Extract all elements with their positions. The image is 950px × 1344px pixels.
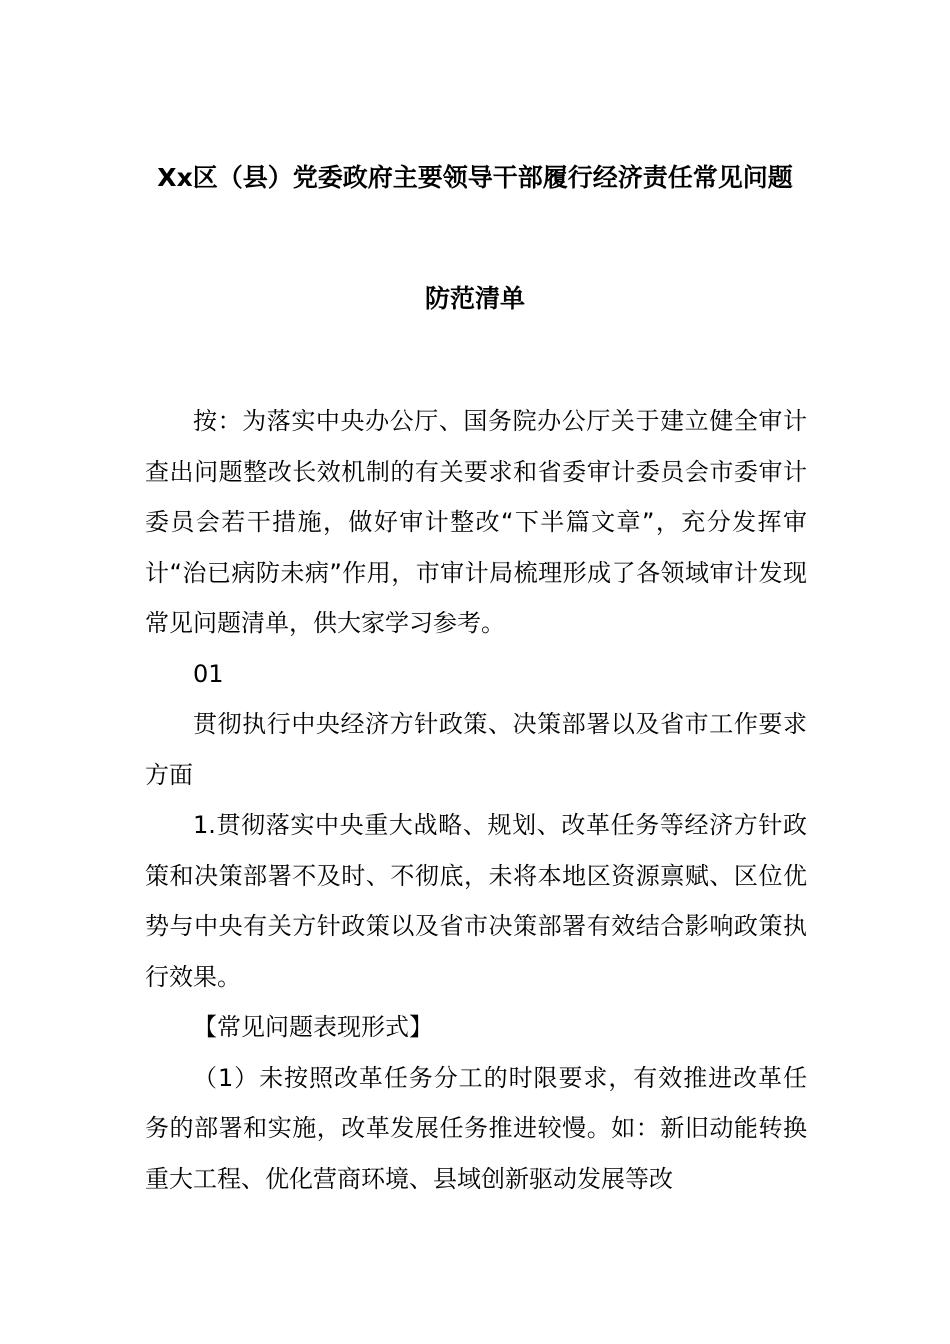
subheading-common-issues: 【常见问题表现形式】 [193, 1013, 433, 1041]
document-title-continuation: 防范清单 [424, 284, 525, 313]
issue-paragraph: （1）未按照改革任务分工的时限要求，有效推进改革任务的部署和实施，改革发展任务推进较慢。如：新旧动能转换重大工程、优化营商环境、县域创新驱动发展等改 [145, 1063, 807, 1193]
document-body [145, 396, 807, 1204]
document-title: Xx区（县）党委政府主要领导干部履行经济责任常见问题 [157, 163, 793, 192]
editor-note-paragraph: 按：为落实中央办公厅、国务院办公厅关于建立健全审计查出问题整改长效机制的有关要求和省委审计委员会市委审计委员会若干措施，做好审计整改“下半篇文章”，充分发挥审计“治已病防未病”作用，市审计局梳理形成了各领域审计发现常见问题清单，供大家学习参考。 [145, 407, 807, 637]
item-paragraph: 1.贯彻落实中央重大战略、规划、改革任务等经济方针政策和决策部署不及时、不彻底，未将本地区资源禀赋、区位优势与中央有关方针政策以及省市决策部署有效结合影响政策执行效果。 [145, 811, 807, 991]
section-number: 01 [193, 659, 224, 688]
section-heading: 贯彻执行中央经济方针政策、决策部署以及省市工作要求方面 [145, 710, 807, 789]
